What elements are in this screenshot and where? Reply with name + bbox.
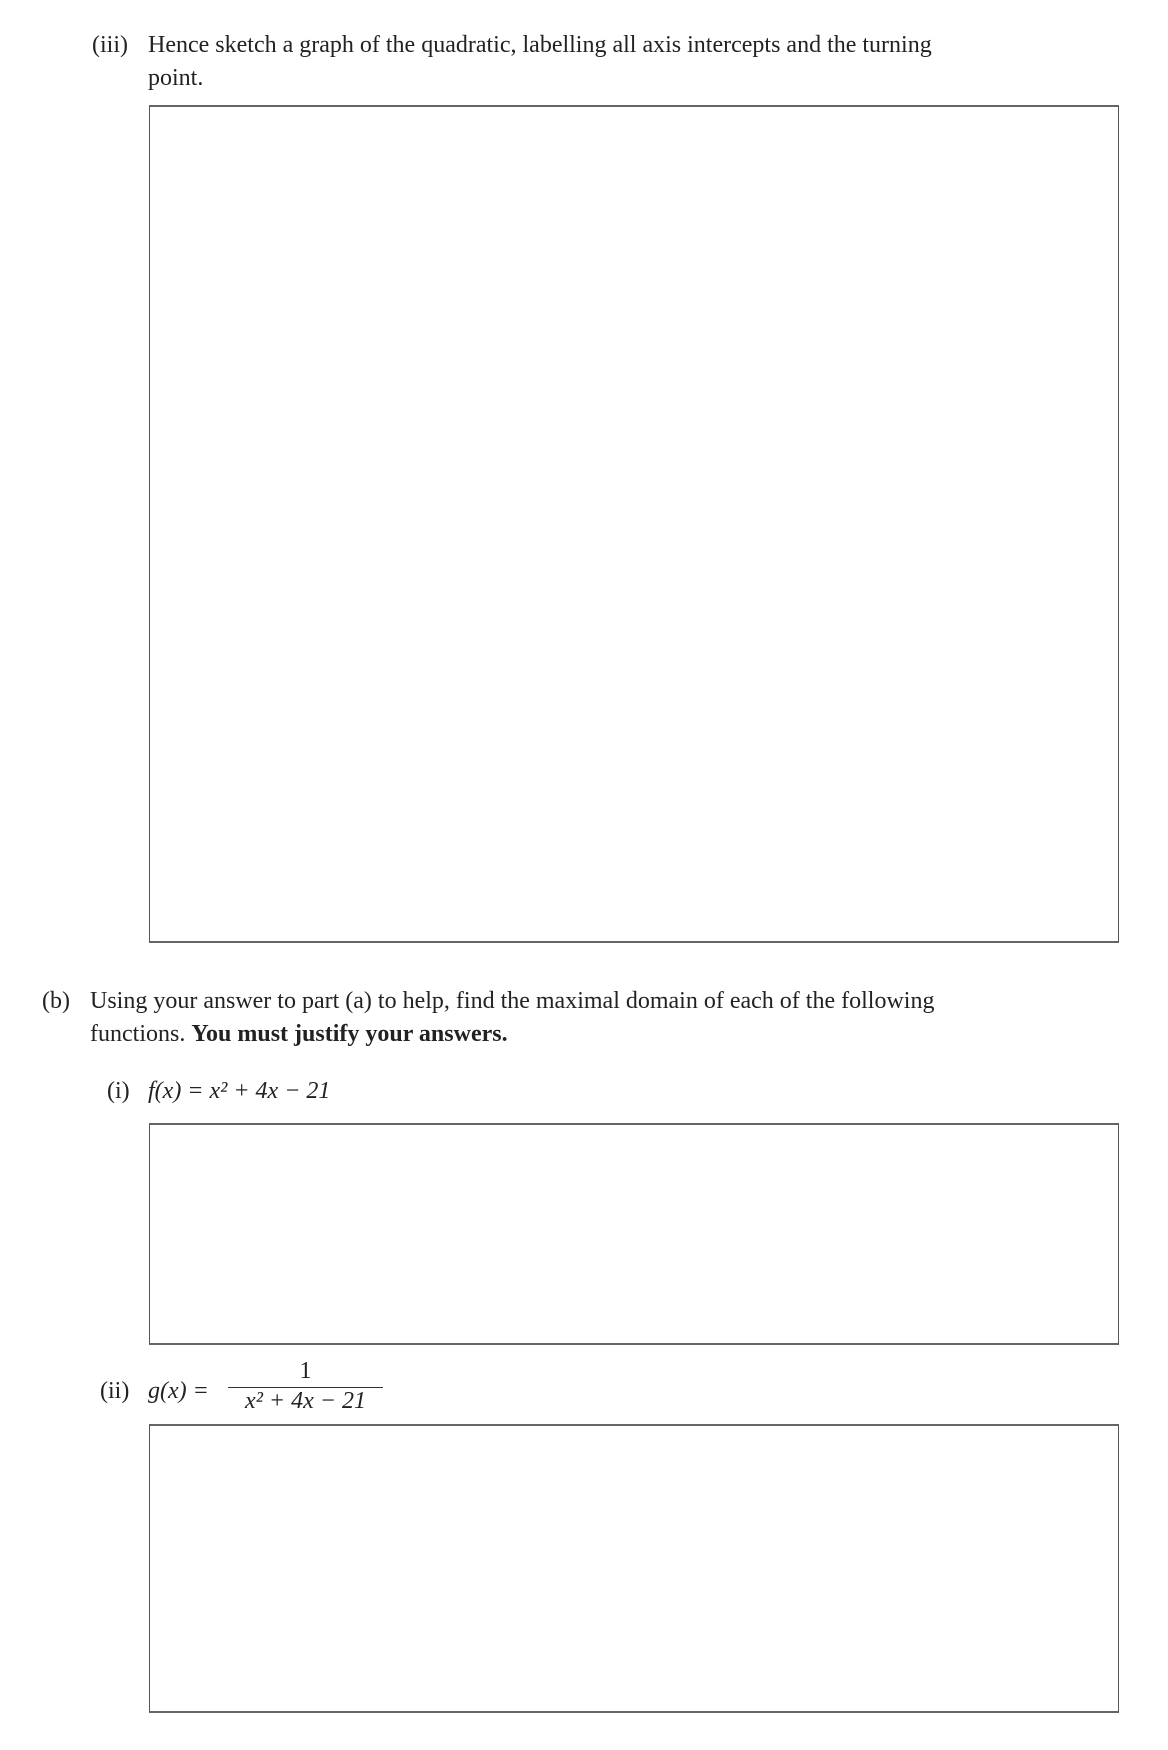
question-text-line: point. [148,65,204,91]
question-text-line: Using your answer to part (a) to help, find the maximal domain of each of the following [90,988,935,1014]
emphasis-text: You must justify your answers. [191,1021,508,1047]
function-g-lhs: g(x) = [148,1378,209,1404]
question-text-line [90,1021,508,1048]
fraction-denominator: x² + 4x − 21 [245,1388,366,1414]
function-f: f(x) = x² + 4x − 21 [148,1078,331,1104]
question-text: functions. [90,1021,186,1047]
fraction [228,1358,383,1415]
answer-box-i[interactable] [149,1123,1119,1345]
answer-box-ii[interactable] [149,1424,1119,1713]
answer-box-graph[interactable] [149,105,1119,943]
question-label-a-iii: (iii) [92,32,128,58]
fraction-numerator: 1 [228,1358,383,1388]
question-label-b: (b) [42,988,70,1014]
subquestion-label-i: (i) [107,1078,130,1104]
question-text-line: Hence sketch a graph of the quadratic, labelling all axis intercepts and the turning [148,32,932,58]
subquestion-label-ii: (ii) [100,1378,130,1404]
